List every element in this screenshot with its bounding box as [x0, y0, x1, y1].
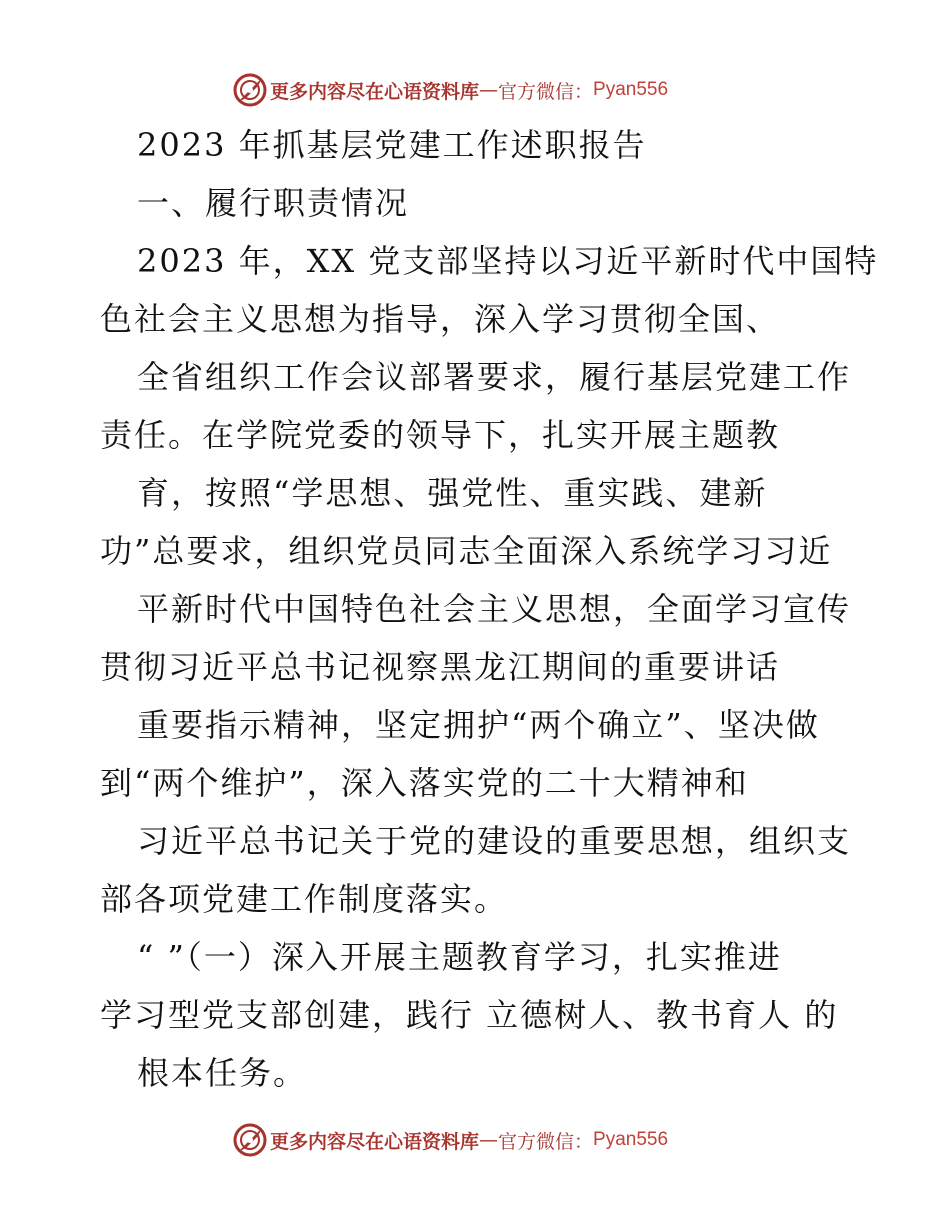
section-heading: 一、履行职责情况: [137, 184, 410, 222]
paragraph-line: 功”总要求，组织党员同志全面深入系统学习习近: [100, 532, 833, 570]
paragraph-line: 到“两个维护”，深入落实党的二十大精神和: [100, 764, 749, 802]
paragraph-line: 贯彻习近平总书记视察黑龙江期间的重要讲话: [100, 648, 781, 686]
paragraph-line: 根本任务。: [137, 1054, 308, 1092]
banner-wechat-label: 官方微信：: [498, 80, 594, 103]
header-watermark-banner: [232, 70, 668, 110]
paragraph-line: 2023 年，XX 党支部坚持以习近平新时代中国特: [137, 242, 879, 280]
subsection-line: “ ”（一）深入开展主题教育学习，扎实推进: [137, 938, 782, 976]
banner-wechat-id: Pyan556: [593, 1129, 669, 1150]
banner-main-text: 更多内容尽在心语资料库: [270, 80, 480, 103]
paragraph-line: 部各项党建工作制度落实。: [100, 880, 509, 918]
banner-wechat-id: Pyan556: [593, 79, 669, 100]
paragraph-line: 习近平总书记关于党的建设的重要思想，组织支: [137, 822, 852, 860]
document-title: 2023 年抓基层党建工作述职报告: [137, 126, 647, 164]
quill-seal-icon: [232, 1122, 268, 1158]
paragraph-line: 重要指示精神，坚定拥护“两个确立”、坚决做: [137, 706, 820, 744]
footer-watermark-banner: [232, 1120, 668, 1160]
paragraph-line: 平新时代中国特色社会主义思想，全面学习宣传: [137, 590, 852, 628]
paragraph-line: 全省组织工作会议部署要求，履行基层党建工作: [137, 358, 852, 396]
paragraph-line: 色社会主义思想为指导，深入学习贯彻全国、: [100, 300, 781, 338]
paragraph-line: 责任。在学院党委的领导下，扎实开展主题教: [100, 416, 781, 454]
banner-main-text: 更多内容尽在心语资料库: [270, 1130, 480, 1153]
paragraph-line: 学习型党支部创建，践行 立德树人、教书育人 的: [100, 996, 839, 1034]
paragraph-line: 育，按照“学思想、强党性、重实践、建新: [137, 474, 768, 512]
banner-dash: —: [479, 79, 499, 101]
banner-dash: —: [479, 1129, 499, 1151]
banner-wechat-label: 官方微信：: [498, 1130, 594, 1153]
quill-seal-icon: [232, 72, 268, 108]
